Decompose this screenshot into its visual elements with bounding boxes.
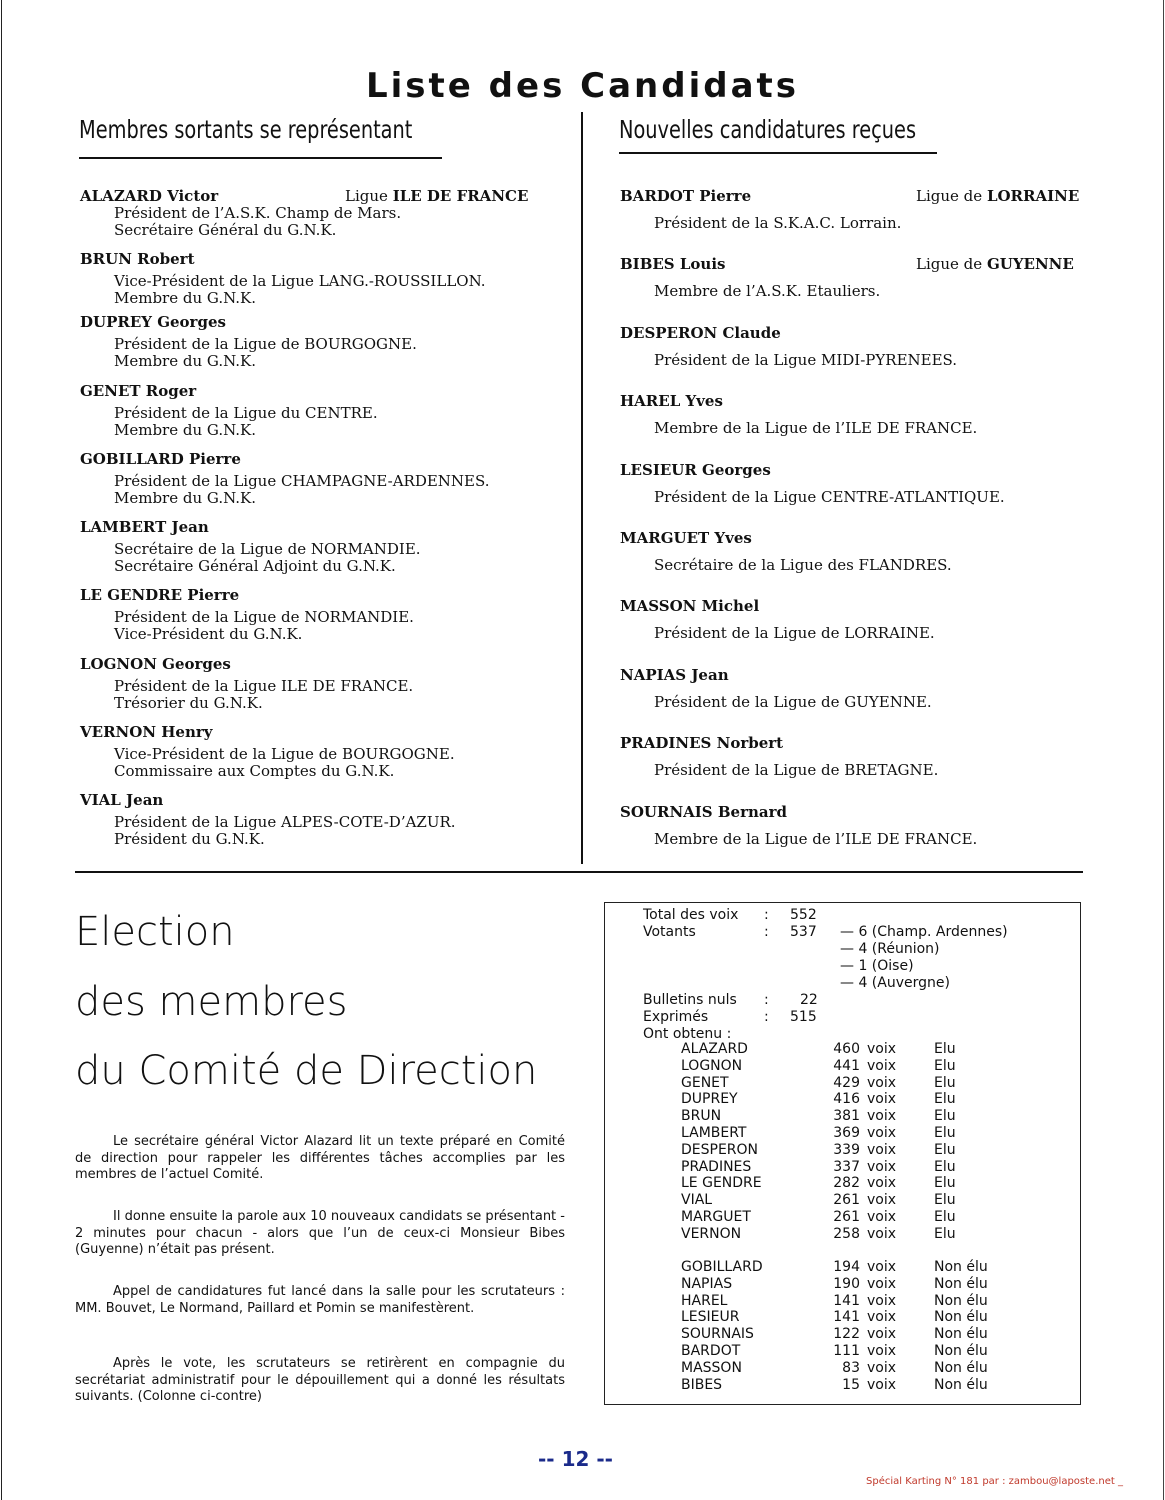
candidate-name: HAREL Yves bbox=[620, 392, 723, 411]
vote-count: 141 bbox=[833, 1309, 860, 1326]
voix-word: voix bbox=[867, 1141, 897, 1158]
result-row bbox=[605, 1175, 1082, 1192]
candidate-league bbox=[345, 188, 528, 205]
candidate-role: Membre de la Ligue de l’ILE DE FRANCE. bbox=[654, 829, 978, 848]
candidate-entry bbox=[80, 314, 560, 370]
candidate-name: LESIEUR bbox=[681, 1309, 740, 1326]
candidate-name: BARDOT bbox=[681, 1343, 741, 1359]
candidate-entry bbox=[620, 598, 1090, 642]
candidate-role: Secrétaire de la Ligue de NORMANDIE. bbox=[114, 540, 421, 558]
voix-word: voix bbox=[867, 1041, 897, 1057]
voix-word: voix bbox=[867, 1192, 897, 1209]
vote-count: 111 bbox=[833, 1343, 860, 1359]
vote-count: 83 bbox=[842, 1359, 860, 1376]
colon: : bbox=[764, 1009, 769, 1025]
league-name: ILE DE FRANCE bbox=[392, 187, 529, 205]
candidate-name: LESIEUR Georges bbox=[620, 460, 771, 479]
vote-count: 190 bbox=[833, 1275, 860, 1292]
result-row bbox=[605, 1343, 1082, 1360]
voix-word: voix bbox=[867, 1326, 897, 1343]
candidate-name: ALAZARD Victor bbox=[80, 187, 219, 205]
candidate-role: Vice-Président de la Ligue LANG.-ROUSSILLON. bbox=[114, 272, 486, 290]
exprimes-label: Exprimés bbox=[643, 1009, 709, 1025]
candidate-name: DESPERON Claude bbox=[620, 323, 781, 342]
election-status: Non élu bbox=[934, 1343, 988, 1359]
election-status: Non élu bbox=[934, 1326, 988, 1343]
election-status: Elu bbox=[934, 1057, 956, 1074]
candidate-name: LOGNON Georges bbox=[80, 655, 231, 673]
candidate-name: MASSON bbox=[681, 1359, 742, 1376]
candidate-role: Président de la Ligue ALPES-COTE-D’AZUR. bbox=[114, 813, 456, 831]
election-status: Non élu bbox=[934, 1292, 988, 1309]
candidate-entry bbox=[620, 325, 1090, 369]
election-title-line-3: du Comité de Direction bbox=[75, 1048, 538, 1094]
left-column-heading: Membres sortants se représentant bbox=[79, 115, 413, 144]
candidate-role: Président de la Ligue CENTRE-ATLANTIQUE. bbox=[654, 487, 1005, 506]
total-votes-label: Total des voix bbox=[643, 907, 739, 923]
candidate-role: Membre du G.N.K. bbox=[114, 421, 257, 439]
votants-value: 537 bbox=[790, 924, 817, 940]
candidate-role: Président de l’A.S.K. Champ de Mars. bbox=[114, 204, 402, 222]
election-status: Elu bbox=[934, 1074, 956, 1091]
candidate-name: NAPIAS bbox=[681, 1275, 733, 1292]
candidate-league bbox=[916, 256, 1074, 273]
candidate-name: GENET Roger bbox=[80, 382, 197, 400]
candidate-name: LOGNON bbox=[681, 1057, 743, 1074]
election-status: Non élu bbox=[934, 1275, 988, 1292]
result-row bbox=[605, 1293, 1082, 1310]
candidate-role: Vice-Président du G.N.K. bbox=[114, 625, 303, 643]
candidate-name: LAMBERT bbox=[681, 1125, 747, 1141]
result-row bbox=[605, 1259, 1082, 1276]
election-status: Elu bbox=[934, 1141, 956, 1158]
result-row bbox=[605, 1091, 1082, 1108]
result-row bbox=[605, 1276, 1082, 1293]
candidate-name: ALAZARD bbox=[681, 1041, 748, 1057]
candidate-name: LAMBERT Jean bbox=[80, 518, 209, 536]
candidate-entry bbox=[80, 519, 560, 575]
result-row bbox=[605, 1226, 1082, 1243]
candidate-name: VIAL bbox=[681, 1192, 713, 1209]
voix-word: voix bbox=[867, 1125, 897, 1141]
election-status: Elu bbox=[934, 1158, 956, 1175]
result-row bbox=[605, 1125, 1082, 1142]
bulletins-nuls-value: 22 bbox=[800, 992, 818, 1008]
candidate-name: PRADINES bbox=[681, 1158, 752, 1175]
deduction-line: — 6 (Champ. Ardennes) bbox=[840, 924, 1008, 940]
league-prefix: Ligue de bbox=[916, 255, 983, 274]
voix-word: voix bbox=[867, 1175, 897, 1192]
colon: : bbox=[764, 907, 769, 923]
candidate-name: BRUN Robert bbox=[80, 250, 195, 268]
candidate-entry bbox=[620, 462, 1090, 506]
column-divider bbox=[581, 112, 583, 864]
candidate-role: Président de la Ligue de GUYENNE. bbox=[654, 692, 932, 711]
credit-line: Spécial Karting N° 181 par : zambou@laposte.net _ bbox=[866, 1476, 1123, 1487]
voix-word: voix bbox=[867, 1108, 897, 1125]
candidate-role: Président de la Ligue de BRETAGNE. bbox=[654, 761, 939, 780]
result-row bbox=[605, 1041, 1082, 1058]
candidate-role: Membre du G.N.K. bbox=[114, 489, 257, 507]
result-row bbox=[605, 1326, 1082, 1343]
election-status: Elu bbox=[934, 1125, 956, 1141]
election-status: Elu bbox=[934, 1041, 956, 1057]
voix-word: voix bbox=[867, 1292, 897, 1309]
candidate-entry bbox=[620, 530, 1090, 574]
voix-word: voix bbox=[867, 1275, 897, 1292]
section-divider bbox=[75, 871, 1083, 873]
vote-count: 15 bbox=[842, 1376, 860, 1393]
vote-count: 369 bbox=[833, 1125, 860, 1141]
deduction-line: — 4 (Auvergne) bbox=[840, 975, 950, 991]
exprimes-value: 515 bbox=[790, 1009, 817, 1025]
candidate-role: Président de la S.K.A.C. Lorrain. bbox=[654, 214, 902, 232]
candidate-name: DUPREY Georges bbox=[80, 313, 226, 331]
results-box bbox=[604, 902, 1081, 1405]
result-row bbox=[605, 1142, 1082, 1159]
result-row bbox=[605, 1377, 1082, 1394]
candidate-name: VERNON Henry bbox=[80, 723, 213, 741]
candidate-entry bbox=[620, 393, 1090, 437]
colon: : bbox=[764, 992, 769, 1008]
candidate-entry bbox=[80, 251, 560, 307]
paragraph: Il donne ensuite la parole aux 10 nouveaux candidats se présentant - 2 minutes pour chacun - alors que l’un de ceux-ci Monsieur Bibes (Guyenne) n’était pas présent. bbox=[75, 1209, 565, 1257]
candidate-role: Membre du G.N.K. bbox=[114, 352, 257, 370]
candidate-role: Membre de la Ligue de l’ILE DE FRANCE. bbox=[654, 419, 978, 438]
vote-count: 381 bbox=[833, 1108, 860, 1125]
candidate-entry bbox=[620, 735, 1090, 779]
election-status: Elu bbox=[934, 1175, 956, 1192]
vote-count: 261 bbox=[833, 1192, 860, 1209]
deduction-line: — 4 (Réunion) bbox=[840, 941, 940, 957]
paragraph: Le secrétaire général Victor Alazard lit un texte préparé en Comité de direction pour rappeler les différentes tâches accomplies par les membres de l’actuel Comité. bbox=[75, 1134, 565, 1182]
candidate-entry bbox=[80, 451, 560, 507]
candidate-role: Président du G.N.K. bbox=[114, 830, 265, 848]
candidate-entry bbox=[620, 667, 1090, 711]
vote-count: 339 bbox=[833, 1141, 860, 1158]
voix-word: voix bbox=[867, 1209, 897, 1225]
vote-count: 258 bbox=[833, 1225, 860, 1242]
election-title-line-2: des membres bbox=[75, 979, 348, 1025]
candidate-entry bbox=[80, 383, 560, 439]
candidate-name: GOBILLARD Pierre bbox=[80, 450, 241, 468]
election-status: Elu bbox=[934, 1091, 956, 1108]
voix-word: voix bbox=[867, 1309, 897, 1326]
deduction-line: — 1 (Oise) bbox=[840, 958, 914, 974]
result-row bbox=[605, 1192, 1082, 1209]
candidate-role: Président de la Ligue ILE DE FRANCE. bbox=[114, 677, 414, 695]
result-row bbox=[605, 1360, 1082, 1377]
candidate-name: HAREL bbox=[681, 1292, 728, 1309]
candidate-entry bbox=[80, 724, 560, 780]
league-name: LORRAINE bbox=[986, 187, 1080, 205]
league-prefix: Ligue bbox=[345, 187, 388, 205]
candidate-name: NAPIAS Jean bbox=[620, 665, 729, 684]
candidate-entry bbox=[620, 188, 1090, 232]
voix-word: voix bbox=[867, 1057, 897, 1074]
candidate-role: Président de la Ligue CHAMPAGNE-ARDENNES. bbox=[114, 472, 490, 490]
result-row bbox=[605, 1209, 1082, 1226]
election-status: Elu bbox=[934, 1192, 956, 1209]
candidate-role: Président de la Ligue du CENTRE. bbox=[114, 404, 378, 422]
vote-count: 337 bbox=[833, 1158, 860, 1175]
candidate-name: GENET bbox=[681, 1074, 729, 1091]
election-status: Non élu bbox=[934, 1359, 988, 1376]
result-row bbox=[605, 1309, 1082, 1326]
candidate-name: MARGUET bbox=[681, 1209, 751, 1225]
candidate-role: Vice-Président de la Ligue de BOURGOGNE. bbox=[114, 745, 455, 763]
candidate-name: BIBES Louis bbox=[620, 255, 726, 274]
voix-word: voix bbox=[867, 1359, 897, 1376]
league-name: GUYENNE bbox=[986, 255, 1074, 274]
election-status: Elu bbox=[934, 1225, 956, 1242]
page-border-left bbox=[1, 0, 2, 1500]
voix-word: voix bbox=[867, 1225, 897, 1242]
candidate-name: MARGUET Yves bbox=[620, 529, 752, 547]
candidate-name: LE GENDRE Pierre bbox=[80, 586, 240, 604]
candidate-role: Secrétaire Général du G.N.K. bbox=[114, 221, 337, 239]
vote-count: 460 bbox=[833, 1041, 860, 1057]
candidate-name: BARDOT Pierre bbox=[620, 187, 752, 205]
candidate-name: SOURNAIS bbox=[681, 1326, 754, 1343]
candidate-name: BRUN bbox=[681, 1108, 722, 1125]
candidate-role: Secrétaire Général Adjoint du G.N.K. bbox=[114, 557, 396, 575]
page-border-right bbox=[1163, 0, 1164, 1500]
candidate-entry bbox=[80, 656, 560, 712]
right-heading-rule bbox=[619, 152, 937, 154]
vote-count: 441 bbox=[833, 1057, 860, 1074]
candidate-entry bbox=[620, 804, 1090, 848]
paragraph: Après le vote, les scrutateurs se retirèrent en compagnie du secrétariat administratif pour le dépouillement qui a donné les résultats suivants. (Colonne ci-contre) bbox=[75, 1356, 565, 1404]
candidate-entry bbox=[80, 188, 560, 239]
ont-obtenu-label: Ont obtenu : bbox=[643, 1026, 732, 1042]
candidate-name: PRADINES Norbert bbox=[620, 734, 784, 753]
result-row bbox=[605, 1159, 1082, 1176]
colon: : bbox=[764, 924, 769, 940]
votants-label: Votants bbox=[643, 924, 696, 940]
page-number: -- 12 -- bbox=[538, 1447, 613, 1471]
right-column-heading: Nouvelles candidatures reçues bbox=[619, 115, 917, 144]
result-row bbox=[605, 1108, 1082, 1125]
candidate-entry bbox=[620, 256, 1090, 300]
candidate-name: LE GENDRE bbox=[681, 1175, 762, 1192]
voix-word: voix bbox=[867, 1074, 897, 1091]
vote-count: 122 bbox=[833, 1326, 860, 1343]
candidate-role: Membre du G.N.K. bbox=[114, 289, 257, 307]
paragraph: Appel de candidatures fut lancé dans la salle pour les scrutateurs : MM. Bouvet, Le Normand, Paillard et Pomin se manifestèrent. bbox=[75, 1284, 565, 1316]
bulletins-nuls-label: Bulletins nuls bbox=[643, 992, 737, 1008]
candidate-role: Commissaire aux Comptes du G.N.K. bbox=[114, 762, 395, 780]
election-status: Non élu bbox=[934, 1309, 988, 1326]
vote-count: 141 bbox=[833, 1292, 860, 1309]
vote-count: 429 bbox=[833, 1074, 860, 1091]
election-status: Non élu bbox=[934, 1259, 988, 1275]
election-status: Non élu bbox=[934, 1376, 988, 1393]
election-status: Elu bbox=[934, 1108, 956, 1125]
voix-word: voix bbox=[867, 1343, 897, 1359]
candidate-name: VIAL Jean bbox=[80, 791, 164, 809]
candidate-name: GOBILLARD bbox=[681, 1259, 763, 1275]
left-heading-rule bbox=[79, 157, 442, 159]
candidate-role: Président de la Ligue de NORMANDIE. bbox=[114, 608, 414, 626]
candidate-name: MASSON Michel bbox=[620, 597, 760, 616]
candidate-role: Président de la Ligue de LORRAINE. bbox=[654, 624, 935, 643]
candidate-name: VERNON bbox=[681, 1225, 742, 1242]
page-title: Liste des Candidats bbox=[365, 66, 800, 106]
result-row bbox=[605, 1058, 1082, 1075]
election-title-line-1: Election bbox=[75, 909, 235, 955]
candidate-entry bbox=[80, 587, 560, 643]
vote-count: 194 bbox=[833, 1259, 860, 1275]
candidate-role: Secrétaire de la Ligue des FLANDRES. bbox=[654, 556, 952, 574]
candidate-name: DUPREY bbox=[681, 1091, 738, 1108]
candidate-entry bbox=[80, 792, 560, 848]
vote-count: 282 bbox=[833, 1175, 860, 1192]
candidate-role: Membre de l’A.S.K. Etauliers. bbox=[654, 282, 881, 301]
candidate-role: Président de la Ligue de BOURGOGNE. bbox=[114, 335, 417, 353]
election-status: Elu bbox=[934, 1209, 956, 1225]
candidate-name: BIBES bbox=[681, 1376, 723, 1393]
candidate-role: Président de la Ligue MIDI-PYRENEES. bbox=[654, 350, 958, 369]
candidate-name: DESPERON bbox=[681, 1141, 759, 1158]
voix-word: voix bbox=[867, 1376, 897, 1393]
league-prefix: Ligue de bbox=[916, 187, 983, 205]
result-row bbox=[605, 1075, 1082, 1092]
voix-word: voix bbox=[867, 1158, 897, 1175]
candidate-league bbox=[916, 188, 1079, 205]
total-votes-value: 552 bbox=[790, 907, 817, 923]
voix-word: voix bbox=[867, 1259, 897, 1275]
candidate-name: SOURNAIS Bernard bbox=[620, 802, 788, 821]
candidate-role: Trésorier du G.N.K. bbox=[114, 694, 263, 712]
vote-count: 416 bbox=[833, 1091, 860, 1108]
vote-count: 261 bbox=[833, 1209, 860, 1225]
voix-word: voix bbox=[867, 1091, 897, 1108]
